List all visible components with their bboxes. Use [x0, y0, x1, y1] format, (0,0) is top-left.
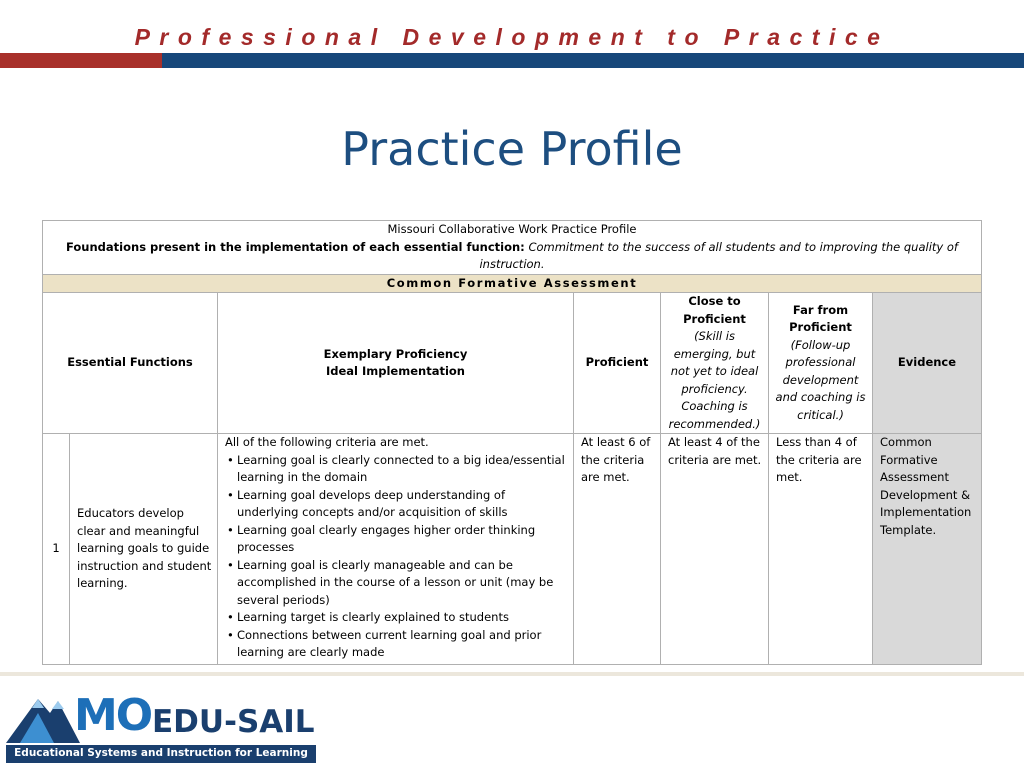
header-tagline: Professional Development to Practice [134, 24, 890, 50]
row-evidence: Common Formative Assessment Development & Implementation Template. [873, 434, 982, 665]
row-proficient: At least 6 of the criteria are met. [574, 434, 661, 665]
table-row [43, 434, 982, 665]
list-item: • Learning target is clearly explained to students [237, 609, 569, 627]
logo-subtitle: Educational Systems and Instruction for Learning [14, 747, 308, 759]
row-far: Less than 4 of the criteria are met. [769, 434, 873, 665]
row-close: At least 4 of the criteria are met. [661, 434, 769, 665]
header-bar [0, 0, 1024, 68]
header-stripe-red [0, 53, 162, 68]
col-exemplary-line1: Exemplary Proficiency [323, 346, 468, 361]
row-function: Educators develop clear and meaningful learning goals to guide instruction and student learning. [70, 434, 218, 665]
row-criteria [218, 434, 574, 665]
logo-mo-text: MO [74, 690, 152, 741]
footer-divider [0, 672, 1024, 676]
table-heading-cell [43, 221, 982, 275]
col-evidence: Evidence [873, 293, 982, 434]
col-close-title: Close to Proficient [683, 294, 746, 326]
list-item: • Learning goal is clearly manageable and can be accomplished in the course of a lesson or unit (may be several periods) [237, 557, 569, 610]
list-item: • Learning goal is clearly connected to a big idea/essential learning in the domain [237, 452, 569, 487]
col-far-note: (Follow-up professional development and coaching is critical.) [775, 337, 866, 422]
foundations-label: Foundations present in the implementation of each essential function: [66, 239, 525, 254]
col-proficient: Proficient [574, 293, 661, 434]
col-exemplary-line2: Ideal Implementation [325, 364, 465, 378]
col-far-title: Far from Proficient [789, 302, 852, 335]
row-number: 1 [43, 434, 70, 665]
practice-profile-table [42, 220, 982, 665]
list-item: • Learning goal develops deep understanding of underlying concepts and/or acquisition of skills [237, 487, 569, 522]
criteria-intro: All of the following criteria are met. [225, 435, 429, 449]
page-title: Practice Profile [341, 122, 683, 176]
col-close-note: (Skill is emerging, but not yet to ideal proficiency. Coaching is recommended.) [668, 329, 761, 431]
criteria-list [225, 452, 569, 662]
col-exemplary [218, 293, 574, 434]
header-stripe-blue [162, 53, 1024, 68]
col-far [769, 293, 873, 434]
list-item: • Connections between current learning goal and prior learning are clearly made [237, 627, 569, 662]
foundations-text: Commitment to the success of all students and to improving the quality of instruction. [479, 239, 958, 271]
section-heading: Common Formative Assessment [43, 274, 982, 293]
col-essential-functions: Essential Functions [43, 293, 218, 434]
col-close [661, 293, 769, 434]
logo-edu-sail-text: EDU-SAIL [152, 704, 315, 740]
table-heading: Missouri Collaborative Work Practice Profile [387, 222, 637, 236]
list-item: • Learning goal clearly engages higher order thinking processes [237, 522, 569, 557]
